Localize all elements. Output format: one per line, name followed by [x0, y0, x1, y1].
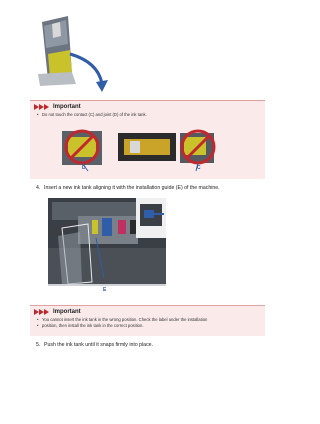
important-bullet: • You cannot insert the ink tank in the wrong position. Check the label under the installation	[30, 317, 265, 323]
label-d: D	[82, 165, 86, 171]
important-header	[30, 306, 265, 317]
label-e: E	[103, 287, 107, 293]
important-header	[30, 101, 265, 112]
important-bullet-cont: • position, then install the ink tank in the correct position.	[30, 323, 265, 329]
important-title: Important	[53, 308, 81, 315]
important-arrow-icon	[34, 104, 49, 110]
step-4	[36, 185, 220, 191]
important-title: Important	[53, 103, 81, 110]
step-number: 5.	[36, 342, 41, 348]
important-arrow-icon	[34, 309, 49, 315]
step-text: Push the ink tank until it snaps firmly into place.	[44, 342, 153, 348]
step-text: Insert a new ink tank aligning it with the installation guide (E) of the machine.	[44, 185, 220, 191]
important-bullet: • Do not touch the contact (C) and joint (D) of the ink tank.	[30, 112, 265, 118]
important-box-1	[30, 100, 265, 179]
label-c: C	[197, 165, 201, 171]
step-5	[36, 342, 153, 348]
important-box-2	[30, 305, 265, 336]
figure-ink-tank-insert	[30, 14, 110, 96]
step-number: 4.	[36, 185, 41, 191]
figure-machine-install	[48, 198, 166, 286]
